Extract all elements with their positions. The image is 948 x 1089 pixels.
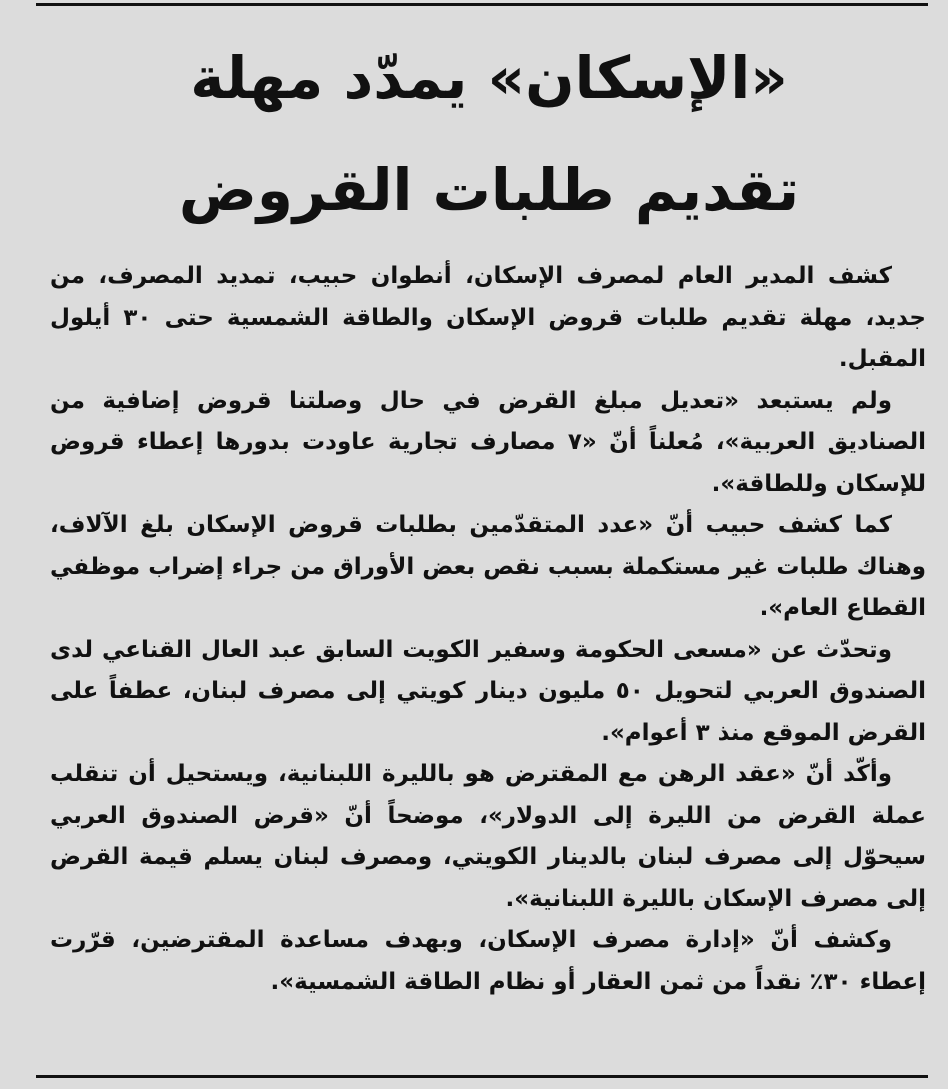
headline bbox=[54, 22, 924, 246]
article-paragraph: وأكّد أنّ «عقد الرهن مع المقترض هو بالليرة اللبنانية، ويستحيل أن تنقلب عملة القرض من الليرة إلى الدولار»، موضحاً أنّ «قرض الصندوق العربي سيحوّل إلى مصرف لبنان بالدينار الكويتي، ومصرف لبنان يسلم قيمة القرض إلى مصرف الإسكان بالليرة اللبنانية». bbox=[50, 761, 926, 912]
headline-line-2: تقديم طلبات القروض bbox=[178, 156, 800, 224]
article-body bbox=[50, 256, 926, 1003]
bottom-rule bbox=[36, 1075, 928, 1078]
headline-line-1: «الإسكان» يمدّد مهلة bbox=[190, 44, 788, 112]
news-clipping bbox=[14, 0, 934, 1089]
article-paragraph: كشف المدير العام لمصرف الإسكان، أنطوان حبيب، تمديد المصرف، من جديد، مهلة تقديم طلبات قروض الإسكان والطاقة الشمسية حتى ٣٠ أيلول المقبل. bbox=[50, 263, 927, 372]
article-paragraph: ولم يستبعد «تعديل مبلغ القرض في حال وصلتنا قروض إضافية من الصناديق العربية»، مُعلناً أنّ «٧ مصارف تجارية عاودت بدورها إعطاء قروض للإسكان وللطاقة». bbox=[50, 387, 927, 497]
top-rule bbox=[36, 3, 928, 6]
article-paragraph: كما كشف حبيب أنّ «عدد المتقدّمين بطلبات قروض الإسكان بلغ الآلاف، وهناك طلبات غير مستكملة بسبب نقص بعض الأوراق من جراء إضراب موظفي القطاع العام». bbox=[50, 512, 926, 621]
article-paragraph: وكشف أنّ «إدارة مصرف الإسكان، وبهدف مساعدة المقترضين، قرّرت إعطاء ٣٠٪ نقداً من ثمن العقار أو نظام الطاقة الشمسية». bbox=[50, 927, 926, 995]
article-paragraph: وتحدّث عن «مسعى الحكومة وسفير الكويت السابق عبد العال القناعي لدى الصندوق العربي لتحويل ٥٠ مليون دينار كويتي إلى مصرف لبنان، عطفاً على القرض الموقع منذ ٣ أعوام». bbox=[50, 636, 926, 746]
